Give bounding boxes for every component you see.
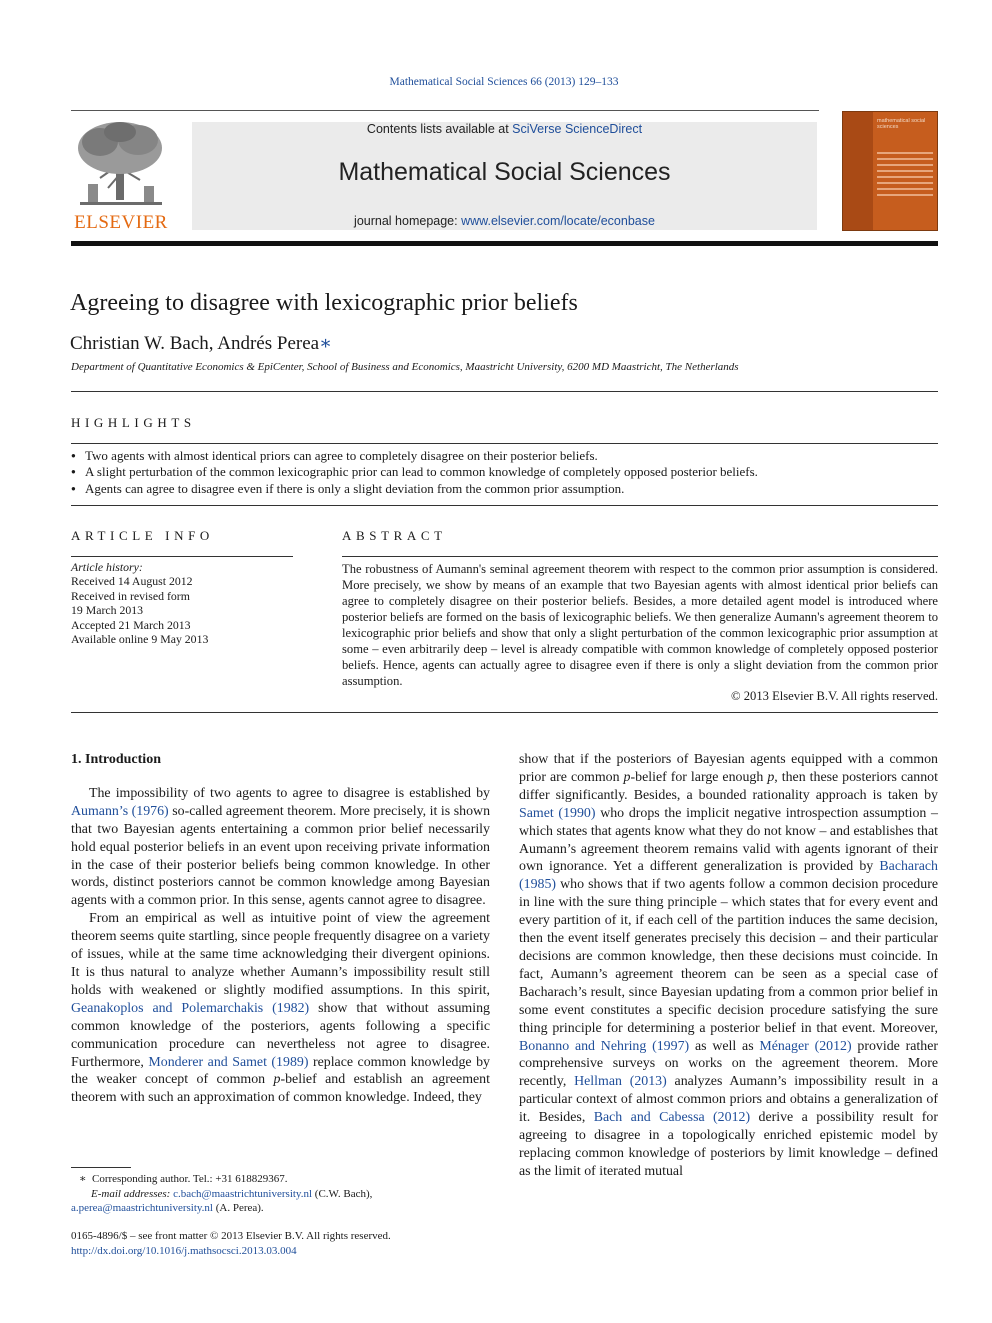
email-label: E-mail addresses:: [91, 1187, 174, 1200]
highlights-end-rule: [71, 505, 938, 506]
text-run: -belief for large enough: [630, 769, 768, 785]
cover-contents-lines: [877, 152, 933, 200]
history-label: Article history:: [71, 560, 143, 574]
citation-link[interactable]: Ménager (2012): [759, 1038, 852, 1054]
header-rule: [71, 110, 819, 111]
elsevier-wordmark: ELSEVIER: [74, 212, 168, 233]
article-info-rule: [71, 556, 293, 557]
text-run: who drops the implicit negative introspection assumption – which states that agents know what they do not know – and establishes that Aumann’s agreement theorem remains valid with agents ignorant of their own ignorance. Yet a different generalization is provided by: [519, 805, 938, 875]
front-matter: [71, 1229, 491, 1258]
highlights-heading: HIGHLIGHTS: [71, 415, 196, 430]
math-variable: p: [767, 769, 775, 785]
journal-name: Mathematical Social Sciences: [338, 158, 671, 186]
journal-cover-thumbnail: [842, 111, 938, 231]
footnote-corresponding-text: Corresponding author. Tel.: +31 618829367.: [91, 1173, 288, 1185]
text-run: From an empirical as well as intuitive point of view the agreement theorem seems quite startling, since people frequently disagree on a variety of issues, while at the same time acknowledging their divergent opinions. It is thus natural to analyze whether Aumann’s impossibility result still holds with weakened or slightly modified assumptions. In this spirit,: [71, 911, 490, 998]
citation-link[interactable]: Geanakoplos and Polemarchakis (1982): [71, 1000, 310, 1016]
footnote-mark: ∗: [79, 1173, 87, 1185]
text-run: provide rather comprehensive surveys on works on the agreement theorem. More recently,: [519, 1038, 939, 1090]
article-authors: [70, 332, 332, 355]
homepage-prefix: journal homepage:: [354, 214, 462, 228]
cover-title: mathematical social sciences: [877, 118, 926, 130]
text-run: replace common knowledge by the weaker concept of common: [71, 1054, 490, 1088]
homepage-link[interactable]: www.elsevier.com/locate/econbase: [461, 214, 655, 228]
abstract-copyright: © 2013 Elsevier B.V. All rights reserved.: [731, 689, 938, 703]
text-run: derive a possibility result for agreeing to disagree in a topologically enriched epistemic model by replacing common knowledge of posteriors by limit knowledge – defined as the limit of iterated mutual: [519, 1110, 938, 1179]
text-run: who shows that if two agents follow a common decision procedure in line with the sure thing principle – which states that for every event and every partition of it, if each cell of the partition induces the same decision, then the event itself generates precisely this decision – and their particular decisions are common knowledge, then these decisions must coincide. In fact, Aumann’s agreement theorem can be seen as a special case of Bacharach’s result, since Bayesian updating from a common prior belief in some event constitutes a specific decision procedure satisfying the sure thing principle for determining a posterior belief in that event. Moreover,: [519, 877, 938, 1036]
email-link[interactable]: c.bach@maastrichtuniversity.nl: [173, 1187, 313, 1200]
text-run: -belief and establish an agreement theorem with such an approximation of common knowledge. Indeed, they: [71, 1072, 490, 1106]
elsevier-tree-icon: [70, 118, 172, 210]
history-online: Available online 9 May 2013: [71, 632, 209, 647]
citation-link[interactable]: Bach and Cabessa (2012): [593, 1110, 751, 1126]
math-variable: p: [623, 769, 631, 785]
contents-available-line: [192, 122, 817, 136]
footnote-emails: [71, 1187, 491, 1202]
highlight-item: ● Two agents with almost identical priors can agree to completely disagree on their posterior beliefs.: [71, 448, 938, 464]
intro-paragraph-1: [71, 785, 490, 910]
email-owner: (C.W. Bach),: [312, 1187, 373, 1200]
doi-link[interactable]: http://dx.doi.org/10.1016/j.mathsocsci.2013.03.004: [71, 1244, 297, 1257]
footnote-rule: [71, 1167, 131, 1168]
text-run: as well as: [689, 1038, 760, 1054]
intro-paragraph-continued: [519, 751, 938, 1181]
section-heading-introduction: 1. Introduction: [71, 752, 161, 767]
issn-line: 0165-4896/$ – see front matter © 2013 Elsevier B.V. All rights reserved.: [71, 1230, 391, 1242]
citation-link[interactable]: Monderer and Samet (1989): [148, 1054, 309, 1070]
footnote-corresponding: [71, 1172, 491, 1187]
footnote: [71, 1172, 491, 1216]
text-run: The impossibility of two agents to agree to disagree is established by: [89, 785, 490, 801]
history-revised-date: 19 March 2013: [71, 603, 144, 618]
elsevier-logo: [70, 118, 172, 234]
sciencedirect-link[interactable]: SciVerse ScienceDirect: [512, 122, 643, 136]
intro-paragraph-2: [71, 910, 490, 1107]
history-received: Received 14 August 2012: [71, 574, 193, 589]
body-right-column: [519, 751, 938, 1181]
header-thick-rule: [71, 241, 938, 246]
email-owner: (A. Perea).: [212, 1202, 264, 1215]
citation-link[interactable]: Hellman (2013): [574, 1074, 667, 1090]
body-left-column: [71, 751, 490, 1107]
history-accepted: Accepted 21 March 2013: [71, 617, 191, 632]
text-run: show that if the posteriors of Bayesian agents equipped with a common prior are common: [519, 752, 938, 785]
abstract-heading: ABSTRACT: [342, 528, 447, 543]
cover-strip: [843, 112, 873, 230]
corresponding-author-mark[interactable]: ∗: [319, 333, 332, 354]
citation-link[interactable]: Bacharach (1985): [519, 859, 938, 893]
abstract-end-rule: [71, 712, 938, 713]
abstract-text: The robustness of Aumann's seminal agreement theorem with respect to the common prior assumption is considered. More precisely, we show by means of an example that two Bayesian agents with almost identical prior beliefs can agree to completely disagree on their posterior beliefs. Besides, a more detailed agent model is introduced where posterior beliefs are formed on the basis of lexicographic beliefs. We then generalize Aumann's agreement theorem to lexicographic prior beliefs and show that only a slight perturbation of the common lexicographic prior assumption at some – even arbitrarily deep – level is already compatible with common knowledge of completely opposed posterior beliefs. Hence, agents can actually agree to disagree even if there is only a slight deviation from the common prior assumption.: [342, 562, 938, 688]
author-names: Christian W. Bach, Andrés Perea: [70, 333, 320, 354]
contents-prefix: Contents lists available at: [366, 122, 513, 136]
journal-homepage-line: [192, 214, 817, 228]
highlights-list: [71, 448, 938, 497]
history-revised: Received in revised form: [71, 588, 190, 603]
math-variable: p: [273, 1072, 281, 1088]
footnote-email-2: [71, 1201, 491, 1216]
citation-link[interactable]: Aumann’s (1976): [71, 803, 169, 819]
highlight-item: ● Agents can agree to disagree even if there is only a slight deviation from the common prior assumption.: [71, 481, 938, 497]
article-title: Agreeing to disagree with lexicographic prior beliefs: [70, 290, 578, 316]
text-run: show that without assuming common knowledge of the posteriors, agents following a specific communication procedure can nevertheless not agree to disagree. Furthermore,: [71, 1000, 490, 1070]
article-history: [71, 560, 208, 646]
citation-link[interactable]: Bonanno and Nehring (1997): [519, 1038, 690, 1054]
author-affiliation: Department of Quantitative Economics & EpiCenter, School of Business and Economics, Maastricht University, 6200 MD Maastricht, The Netherlands: [71, 361, 739, 373]
highlights-rule: [71, 443, 938, 444]
email-link[interactable]: a.perea@maastrichtuniversity.nl: [71, 1202, 213, 1215]
citation-link[interactable]: Samet (1990): [519, 805, 596, 821]
affiliation-rule: [71, 391, 938, 392]
journal-citation[interactable]: Mathematical Social Sciences 66 (2013) 129–133: [389, 76, 619, 88]
highlight-item: ● A slight perturbation of the common lexicographic prior can lead to common knowledge of completely opposed posterior beliefs.: [71, 464, 938, 480]
article-info-heading: ARTICLE INFO: [71, 528, 214, 543]
abstract-rule: [342, 556, 938, 557]
text-run: so-called agreement theorem. More precisely, it is shown that two Bayesian agents entertaining a common prior belief necessarily hold equal posterior beliefs in an event upon receiving private information in the case of their posterior beliefs being common knowledge. In other words, distinct posteriors cannot be common knowledge among Bayesian agents with a common prior. In this sense, agents cannot agree to disagree.: [71, 803, 491, 909]
journal-header-box: [192, 122, 817, 230]
text-run: , then these posteriors cannot differ significantly. Besides, a bounded rationality approach is taken by: [519, 769, 938, 803]
text-run: analyzes Aumann’s impossibility result in a particular context of almost common priors and obtains a generalization of it. Besides,: [519, 1074, 938, 1126]
